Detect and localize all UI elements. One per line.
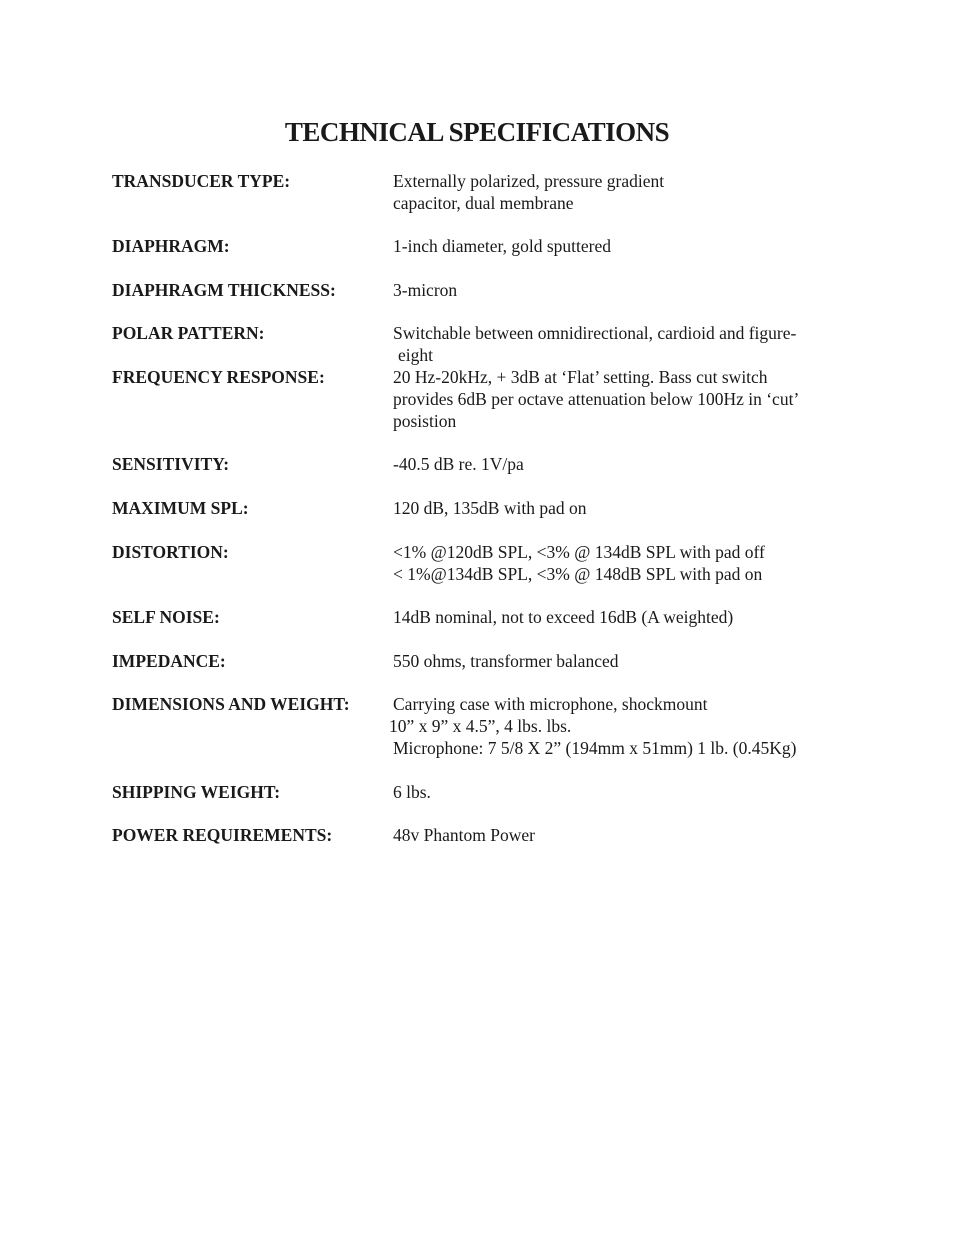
spec-value-line: 6 lbs.	[393, 782, 431, 802]
spec-value-line: 10” x 9” x 4.5”, 4 lbs. lbs.	[389, 716, 572, 736]
spec-value-line: 120 dB, 135dB with pad on	[393, 498, 587, 518]
spec-value-line: posistion	[393, 411, 457, 431]
spec-label: SENSITIVITY:	[112, 454, 230, 474]
spec-value-line: provides 6dB per octave attenuation below 100Hz in ‘cut’	[393, 389, 800, 409]
spec-value	[393, 781, 431, 803]
spec-value-line: -40.5 dB re. 1V/pa	[393, 454, 524, 474]
spec-value	[393, 322, 796, 366]
spec-label: FREQUENCY RESPONSE:	[112, 367, 325, 387]
spec-value-line: 3-micron	[393, 280, 458, 300]
spec-value	[393, 606, 733, 628]
spec-value	[389, 693, 797, 759]
spec-value-line: Externally polarized, pressure gradient	[393, 171, 665, 191]
spec-value	[393, 366, 799, 432]
spec-label: SHIPPING WEIGHT:	[112, 782, 281, 802]
spec-label: DIAPHRAGM THICKNESS:	[112, 280, 336, 300]
spec-value-line: 48v Phantom Power	[393, 825, 535, 845]
spec-value-line: 14dB nominal, not to exceed 16dB (A weighted)	[393, 607, 734, 627]
spec-label: SELF NOISE:	[112, 607, 220, 627]
spec-value	[393, 824, 535, 846]
spec-value-line: Carrying case with microphone, shockmount	[393, 694, 708, 714]
spec-value-line: Microphone: 7 5/8 X 2” (194mm x 51mm) 1 lb. (0.45Kg)	[393, 738, 797, 758]
spec-value-line: 550 ohms, transformer balanced	[393, 651, 619, 671]
spec-value	[393, 497, 586, 519]
spec-label: TRANSDUCER TYPE:	[112, 171, 291, 191]
page-title: TECHNICAL SPECIFICATIONS	[284, 117, 670, 147]
spec-value	[393, 453, 524, 475]
spec-label: DIAPHRAGM:	[112, 236, 230, 256]
spec-value-line: Switchable between omnidirectional, cardioid and figure-	[393, 323, 797, 343]
spec-value-line: capacitor, dual membrane	[393, 193, 574, 213]
spec-value	[393, 541, 765, 585]
spec-value-line: 20 Hz-20kHz, + 3dB at ‘Flat’ setting. Bass cut switch	[393, 367, 768, 387]
spec-value	[393, 170, 664, 214]
spec-value-line: 1-inch diameter, gold sputtered	[393, 236, 611, 256]
spec-value	[393, 650, 618, 672]
spec-value	[393, 279, 457, 301]
spec-value-line: eight	[398, 345, 433, 365]
spec-value-line: <1% @120dB SPL, <3% @ 134dB SPL with pad off	[393, 542, 765, 562]
spec-label: MAXIMUM SPL:	[112, 498, 249, 518]
spec-value-line: < 1%@134dB SPL, <3% @ 148dB SPL with pad on	[393, 564, 763, 584]
spec-label: POLAR PATTERN:	[112, 323, 265, 343]
spec-label: DISTORTION:	[112, 542, 229, 562]
spec-value	[393, 235, 611, 257]
spec-label: POWER REQUIREMENTS:	[112, 825, 333, 845]
spec-label: DIMENSIONS AND WEIGHT:	[112, 694, 350, 714]
spec-label: IMPEDANCE:	[112, 651, 226, 671]
